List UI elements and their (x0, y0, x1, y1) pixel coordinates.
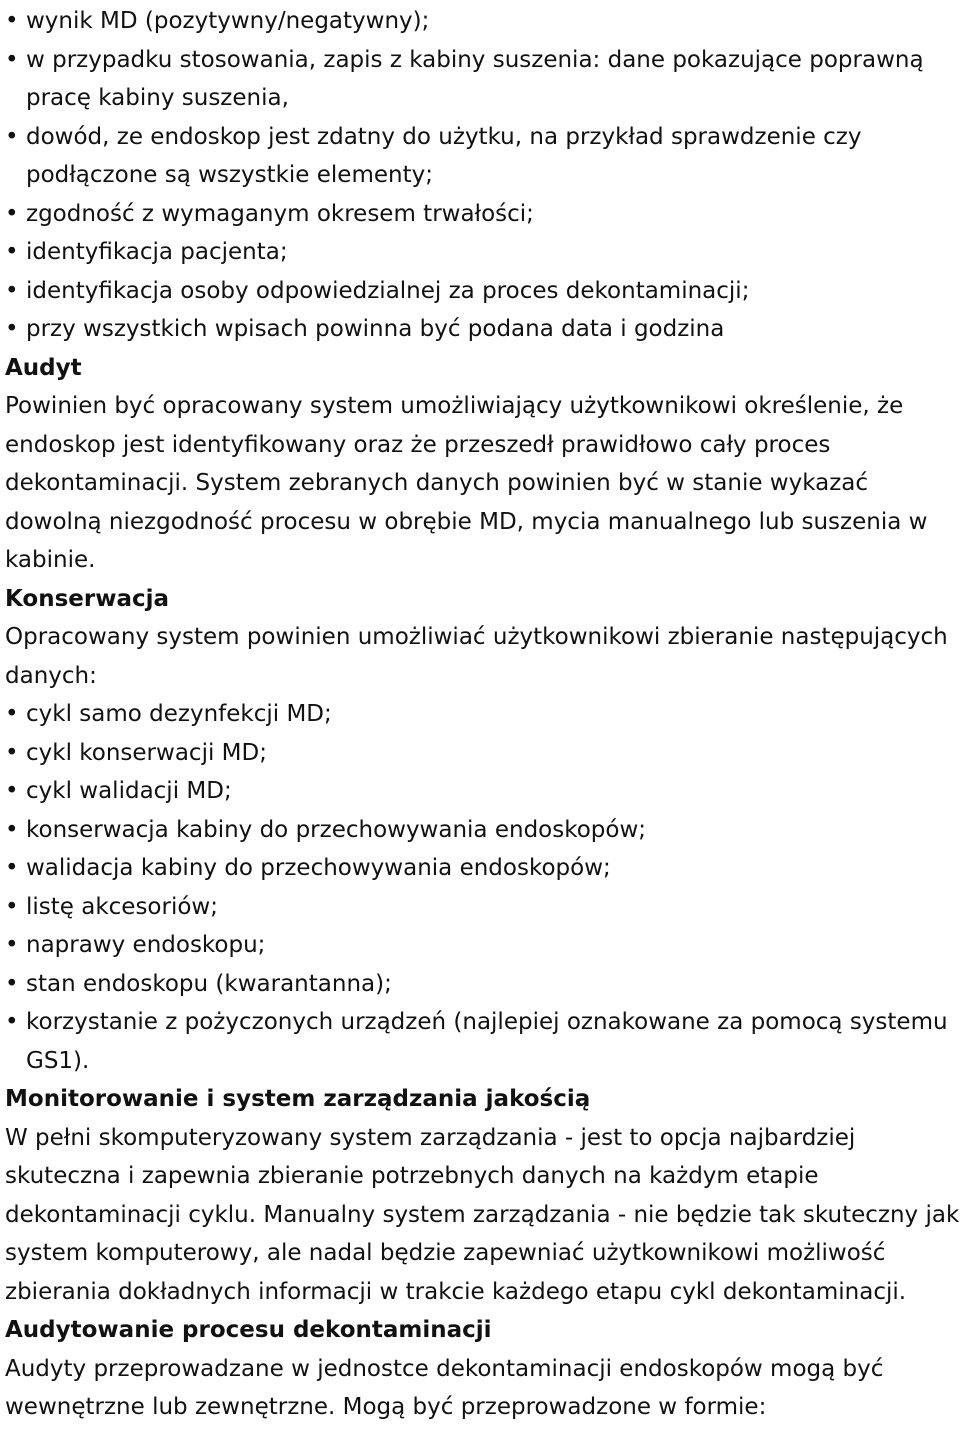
konserwacja-list (5, 695, 960, 1080)
section-heading-monitorowanie: Monitorowanie i system zarządzania jakością (5, 1086, 591, 1112)
paragraph-konserwacja: Opracowany system powinien umożliwiać użytkownikowi zbieranie następujących danych: (5, 624, 948, 689)
paragraph-audyt: Powinien być opracowany system umożliwiający użytkownikowi określenie, że endoskop jest identyfikowany oraz że przeszedł prawidłowo cały proces dekontaminacji. System zebranych danych powinien być w stanie wykazać dowolną niezgodność procesu w obrębie MD, mycia manualnego lub suszenia w kabinie. (5, 393, 928, 573)
section-heading-konserwacja: Konserwacja (5, 585, 170, 612)
list-item: • identyfikacja pacjenta; (5, 233, 960, 272)
list-item: • listę akcesoriów; (5, 888, 960, 927)
list-item: • konserwacja kabiny do przechowywania endoskopów; (5, 811, 960, 850)
list-item: • korzystanie z pożyczonych urządzeń (najlepiej oznakowane za pomocą systemu GS1). (5, 1003, 960, 1080)
section-heading-audyt: Audyt (5, 354, 82, 381)
list-item: • przy wszystkich wpisach powinna być podana data i godzina (5, 310, 960, 349)
list-item: • naprawy endoskopu; (5, 926, 960, 965)
list-item: • stan endoskopu (kwarantanna); (5, 965, 960, 1004)
list-item: • dowód, ze endoskop jest zdatny do użytku, na przykład sprawdzenie czy podłączone są wszystkie elementy; (5, 118, 960, 195)
list-item: • zgodność z wymaganym okresem trwałości; (5, 195, 960, 234)
list-item: • cykl walidacji MD; (5, 772, 960, 811)
list-item: • w przypadku stosowania, zapis z kabiny suszenia: dane pokazujące poprawną pracę kabiny suszenia, (5, 41, 960, 118)
data-list (5, 2, 960, 349)
list-item: • cykl konserwacji MD; (5, 734, 960, 773)
list-item: • identyfikacja osoby odpowiedzialnej za proces dekontaminacji; (5, 272, 960, 311)
list-item: • walidacja kabiny do przechowywania endoskopów; (5, 849, 960, 888)
list-item: • wynik MD (pozytywny/negatywny); (5, 2, 960, 41)
paragraph-audytowanie: Audyty przeprowadzane w jednostce dekontaminacji endoskopów mogą być wewnętrzne lub zewnętrzne. Mogą być przeprowadzone w formie: (5, 1355, 884, 1420)
list-item: • cykl samo dezynfekcji MD; (5, 695, 960, 734)
paragraph-monitorowanie: W pełni skomputeryzowany system zarządzania - jest to opcja najbardziej skuteczna i zapewnia zbieranie potrzebnych danych na każdym etapie dekontaminacji cyklu. Manualny system zarządzania - nie będzie tak skuteczny jak system komputerowy, ale nadal będzie zapewniać użytkownikowi możliwość zbierania dokładnych informacji w trakcie każdego etapu cykl dekontaminacji. (5, 1124, 960, 1305)
section-heading-audytowanie: Audytowanie procesu dekontaminacji (5, 1317, 492, 1343)
